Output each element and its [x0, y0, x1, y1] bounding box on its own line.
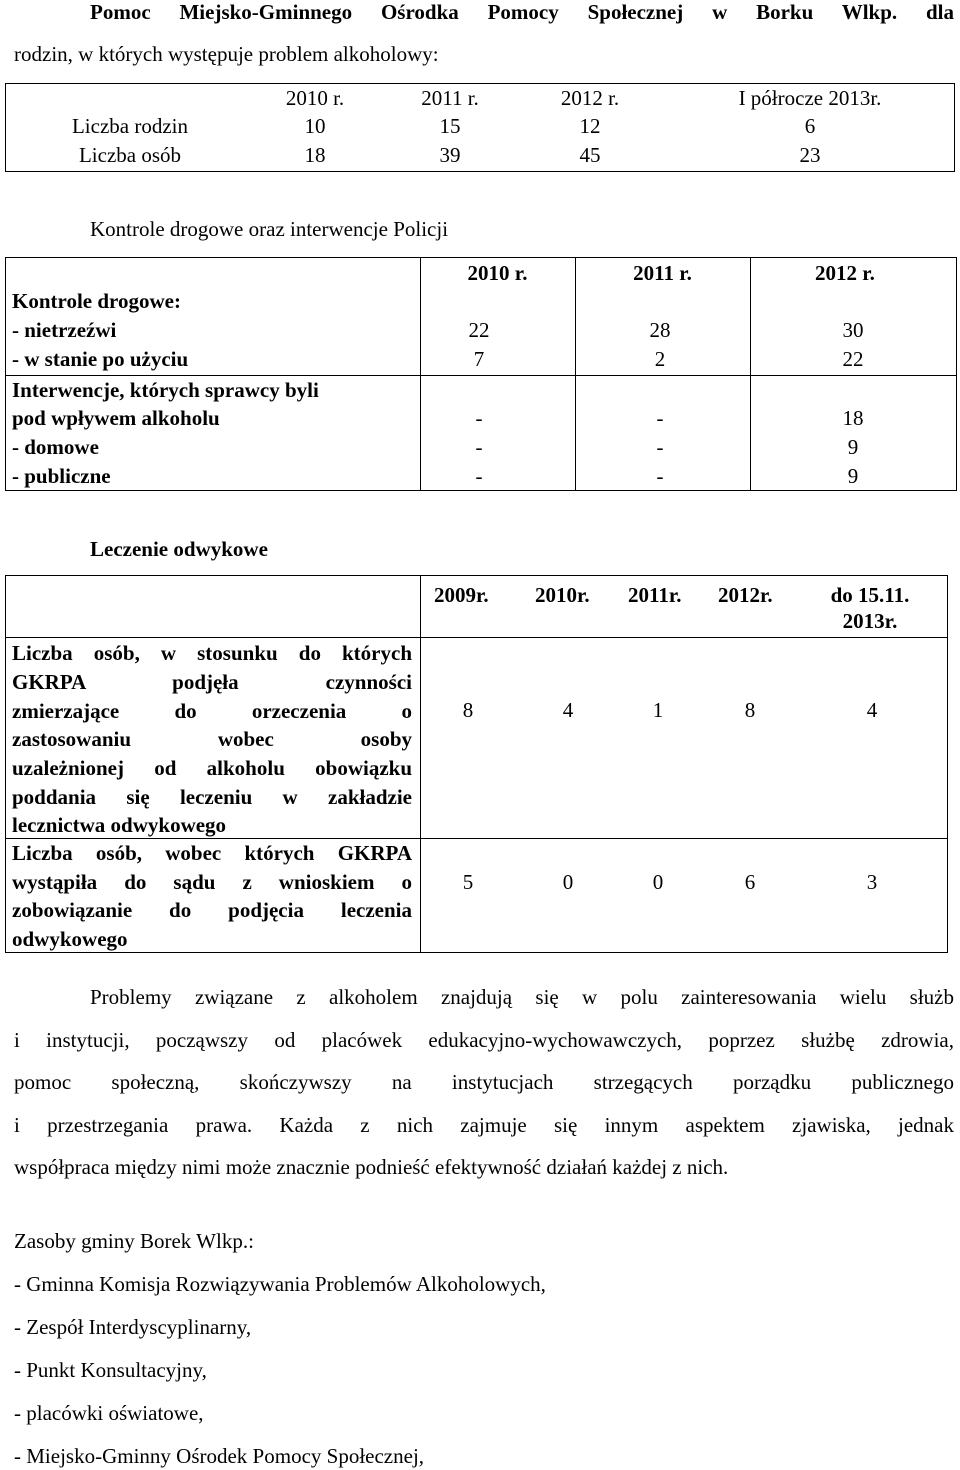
- table2-cell: 18: [842, 406, 864, 430]
- table2-label: pod wpływem alkoholu: [12, 406, 220, 430]
- paragraph-line: Problemy związane z alkoholem znajdują się w polu zainteresowania wielu służb: [90, 985, 954, 1009]
- body-paragraph: [14, 976, 954, 1189]
- resources-item: - placówki oświatowe,: [14, 1401, 204, 1425]
- table2-cell: 22: [468, 318, 490, 342]
- table2-label: Kontrole drogowe:: [12, 289, 181, 313]
- table3-label: zastosowaniu wobec osoby: [12, 727, 412, 751]
- paragraph-line: i przestrzegania prawa. Każda z nich zajmuje się innym aspektem zjawiska, jednak: [14, 1112, 954, 1137]
- table2-cell: 7: [473, 347, 485, 371]
- table3-header: 2009r.: [434, 583, 489, 607]
- table3-label: odwykowego: [12, 927, 128, 951]
- table2-cell: -: [656, 435, 664, 459]
- intro-line-1: Pomoc Miejsko-Gminnego Ośrodka Pomocy Społecznej w Borku Wlkp. dla: [90, 0, 954, 24]
- table3-label: GKRPA podjęła czynności: [12, 670, 412, 694]
- paragraph-line: i instytucji, począwszy od placówek edukacyjno-wychowawczych, poprzez służbę zdrowia,: [14, 1027, 954, 1052]
- table2-header: 2010 r.: [467, 261, 528, 285]
- table3-header: 2011r.: [628, 583, 682, 607]
- table3-cell: 8: [744, 698, 756, 722]
- paragraph-line: współpraca między nimi może znacznie podnieść efektywność działań każdej z nich.: [14, 1155, 729, 1179]
- resources-item: - Miejsko-Gminny Ośrodek Pomocy Społecznej,: [14, 1444, 425, 1468]
- table2-header: 2011 r.: [633, 261, 692, 285]
- table3-label: Liczba osób, w stosunku do których: [12, 641, 412, 665]
- table1-header: I półrocze 2013r.: [738, 86, 882, 110]
- section-title-police: Kontrole drogowe oraz interwencje Policji: [90, 217, 449, 241]
- table2-cell: -: [475, 435, 483, 459]
- table3-label: Liczba osób, wobec których GKRPA: [12, 841, 412, 865]
- table1-cell: 15: [439, 114, 461, 138]
- table1-header: 2011 r.: [421, 86, 479, 110]
- table2-label: - w stanie po użyciu: [12, 347, 189, 371]
- table2-cell: -: [475, 406, 483, 430]
- table1-cell: 6: [804, 114, 816, 138]
- table3-cell: 0: [562, 870, 574, 894]
- table3-label: lecznictwa odwykowego: [12, 813, 227, 837]
- table3-header: 2010r.: [535, 583, 590, 607]
- resources-item: - Punkt Konsultacyjny,: [14, 1358, 207, 1382]
- table2-cell: 2: [654, 347, 666, 371]
- table3-cell: 4: [562, 698, 574, 722]
- table2-cell: 9: [847, 435, 859, 459]
- table3-label: uzależnionej od alkoholu obowiązku: [12, 756, 412, 780]
- table2-cell: 30: [842, 318, 864, 342]
- table1-cell: 45: [579, 143, 601, 167]
- table3-label: zobowiązanie do podjęcia leczenia: [12, 898, 412, 922]
- table2-cell: -: [656, 464, 664, 488]
- resources-item: - Zespół Interdyscyplinarny,: [14, 1315, 252, 1339]
- table1-header: 2010 r.: [285, 86, 345, 110]
- table3-header: 2012r.: [718, 583, 773, 607]
- table3-cell: 8: [462, 698, 474, 722]
- table3-header: 2013r.: [842, 609, 898, 633]
- table1-cell: 10: [304, 114, 326, 138]
- table2-label: - publiczne: [12, 464, 111, 488]
- intro-line-2: rodzin, w których występuje problem alkoholowy:: [14, 42, 439, 66]
- table3-cell: 3: [866, 870, 878, 894]
- table3-cell: 5: [462, 870, 474, 894]
- resources-title: Zasoby gminy Borek Wlkp.:: [14, 1229, 254, 1253]
- table2-label: Interwencje, których sprawcy byli: [12, 378, 319, 402]
- table3-label: zmierzające do orzeczenia o: [12, 699, 412, 723]
- table1-cell: 23: [799, 143, 821, 167]
- table2-header: 2012 r.: [815, 261, 875, 285]
- table3-cell: 0: [652, 870, 664, 894]
- table1-row-label: Liczba osób: [78, 143, 182, 167]
- table3-label: wystąpiła do sądu z wnioskiem o: [12, 870, 412, 894]
- table2-cell: 28: [649, 318, 671, 342]
- table2-cell: -: [656, 406, 664, 430]
- table1-row-label: Liczba rodzin: [71, 114, 189, 138]
- table2-label: - nietrzeźwi: [12, 318, 117, 342]
- table2-label: - domowe: [12, 435, 99, 459]
- table1-cell: 39: [439, 143, 461, 167]
- table1-header: 2012 r.: [560, 86, 620, 110]
- table3-cell: 6: [744, 870, 756, 894]
- table3-cell: 1: [652, 698, 664, 722]
- table3-header: do 15.11.: [830, 583, 910, 607]
- paragraph-line: pomoc społeczną, skończywszy na instytucjach strzegących porządku publicznego: [14, 1070, 954, 1094]
- table3-label: poddania się leczeniu w zakładzie: [12, 785, 412, 809]
- table1-cell: 18: [304, 143, 326, 167]
- table2-cell: 22: [842, 347, 864, 371]
- table1-cell: 12: [579, 114, 601, 138]
- table2-cell: -: [475, 464, 483, 488]
- resources-item: - Gminna Komisja Rozwiązywania Problemów Alkoholowych,: [14, 1272, 546, 1296]
- table2-cell: 9: [847, 464, 859, 488]
- table3-cell: 4: [866, 698, 878, 722]
- section-title-treatment: Leczenie odwykowe: [90, 537, 268, 561]
